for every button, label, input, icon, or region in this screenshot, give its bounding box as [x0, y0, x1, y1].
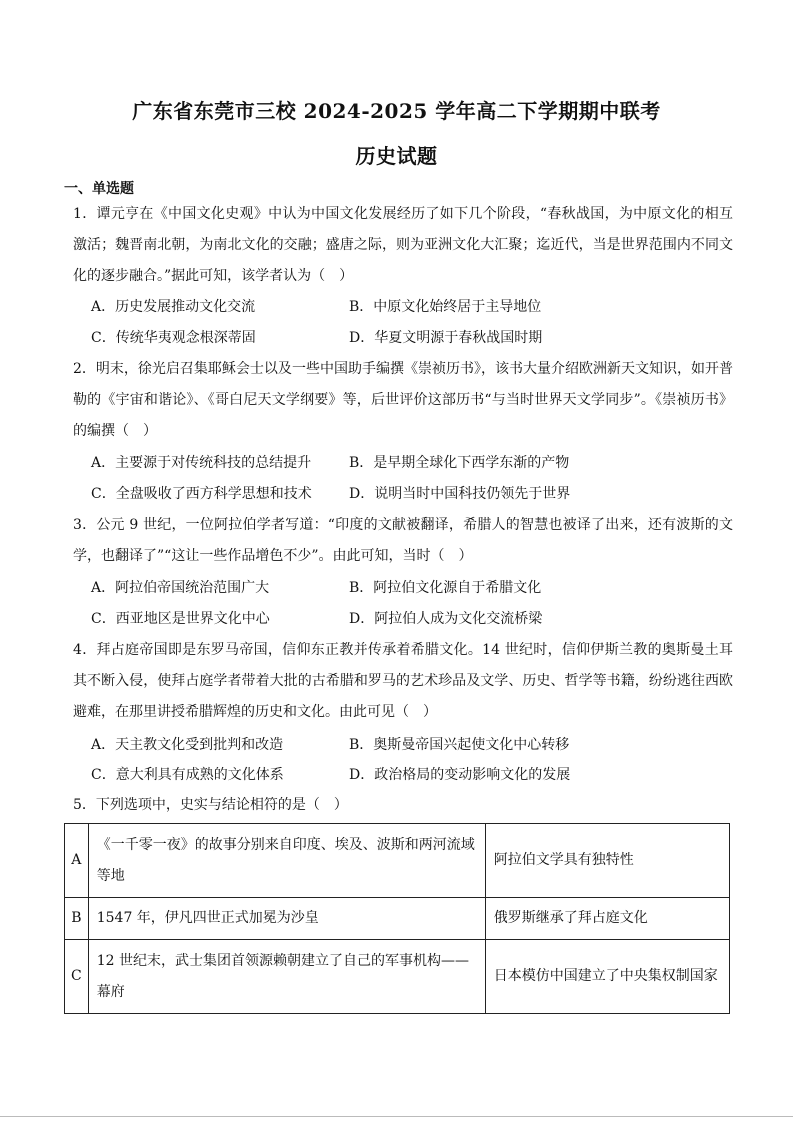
q4-option-a: A．天主教文化受到批判和改造: [91, 737, 284, 753]
q3-option-b: B．阿拉伯文化源自于希腊文化: [349, 580, 542, 596]
q3-option-c: C．西亚地区是世界文化中心: [91, 611, 270, 627]
row-conclusion: 阿拉伯文学具有独特性: [485, 824, 729, 898]
q2-option-c: C．全盘吸收了西方科学思想和技术: [91, 486, 312, 502]
page-bottom-divider: [0, 1116, 793, 1117]
row-conclusion: 俄罗斯继承了拜占庭文化: [485, 898, 729, 940]
question-4-stem: 4．拜占庭帝国即是东罗马帝国，信仰东正教并传承着希腊文化。14 世纪时，信仰伊斯兰教的奥斯曼土耳其不断入侵，使拜占庭学者带着大批的古希腊和罗马的艺术珍品及文学、历史、哲学等书籍，纷纷逃往西欧避难，在那里讲授希腊辉煌的历史和文化。由此可见（ ）: [73, 642, 733, 720]
table-row: [65, 824, 730, 898]
exam-title: 广东省东莞市三校 2024-2025 学年高二下学期期中联考: [132, 99, 661, 123]
question-2-stem: 2．明末，徐光启召集耶稣会士以及一些中国助手编撰《崇祯历书》，该书大量介绍欧洲新天文知识，如开普勒的《宇宙和谐论》、《哥白尼天文学纲要》等，后世评价这部历书“与当时世界天文学同步”。《崇祯历书》的编撰（ ）: [73, 361, 733, 439]
q1-option-c: C．传统华夷观念根深蒂固: [91, 330, 256, 346]
q2-option-b: B．是早期全球化下西学东渐的产物: [349, 455, 570, 471]
question-3-stem: 3．公元 9 世纪，一位阿拉伯学者写道：“印度的文献被翻译，希腊人的智慧也被译了出来，还有波斯的文学，也翻译了”“这让一些作品增色不少”。由此可知，当时（ ）: [73, 517, 733, 564]
row-label: C: [65, 940, 89, 1014]
q1-option-d: D．华夏文明源于春秋战国时期: [349, 330, 543, 346]
q4-option-b: B．奥斯曼帝国兴起使文化中心转移: [349, 737, 570, 753]
row-conclusion: 日本模仿中国建立了中央集权制国家: [485, 940, 729, 1014]
q2-option-a: A．主要源于对传统科技的总结提升: [91, 455, 312, 471]
row-label: B: [65, 898, 89, 940]
question-5-table: [64, 823, 730, 1014]
row-fact: 《一千零一夜》的故事分别来自印度、埃及、波斯和两河流域等地: [88, 824, 485, 898]
row-label: A: [65, 824, 89, 898]
q3-option-d: D．阿拉伯人成为文化交流桥梁: [349, 611, 543, 627]
q1-option-b: B．中原文化始终居于主导地位: [349, 299, 542, 315]
exam-subject: 历史试题: [355, 144, 438, 168]
row-fact: 12 世纪末，武士集团首领源赖朝建立了自己的军事机构——幕府: [88, 940, 485, 1014]
table-row: [65, 898, 730, 940]
q3-option-a: A．阿拉伯帝国统治范围广大: [91, 580, 270, 596]
row-fact: 1547 年，伊凡四世正式加冕为沙皇: [88, 898, 485, 940]
table-row: [65, 940, 730, 1014]
question-1-stem: 1．谭元亨在《中国文化史观》中认为中国文化发展经历了如下几个阶段，“春秋战国，为中原文化的相互激活；魏晋南北朝，为南北文化的交融；盛唐之际，则为亚洲文化大汇聚；迄近代，当是世界范围内不同文化的逐步融合。”据此可知，该学者认为（ ）: [73, 206, 733, 284]
q1-option-a: A．历史发展推动文化交流: [91, 299, 256, 315]
section-heading: 一、单选题: [64, 181, 134, 197]
question-5-stem: 5．下列选项中，史实与结论相符的是（ ）: [73, 797, 348, 813]
q4-option-d: D．政治格局的变动影响文化的发展: [349, 767, 571, 783]
q2-option-d: D．说明当时中国科技仍领先于世界: [349, 486, 571, 502]
q4-option-c: C．意大利具有成熟的文化体系: [91, 767, 284, 783]
